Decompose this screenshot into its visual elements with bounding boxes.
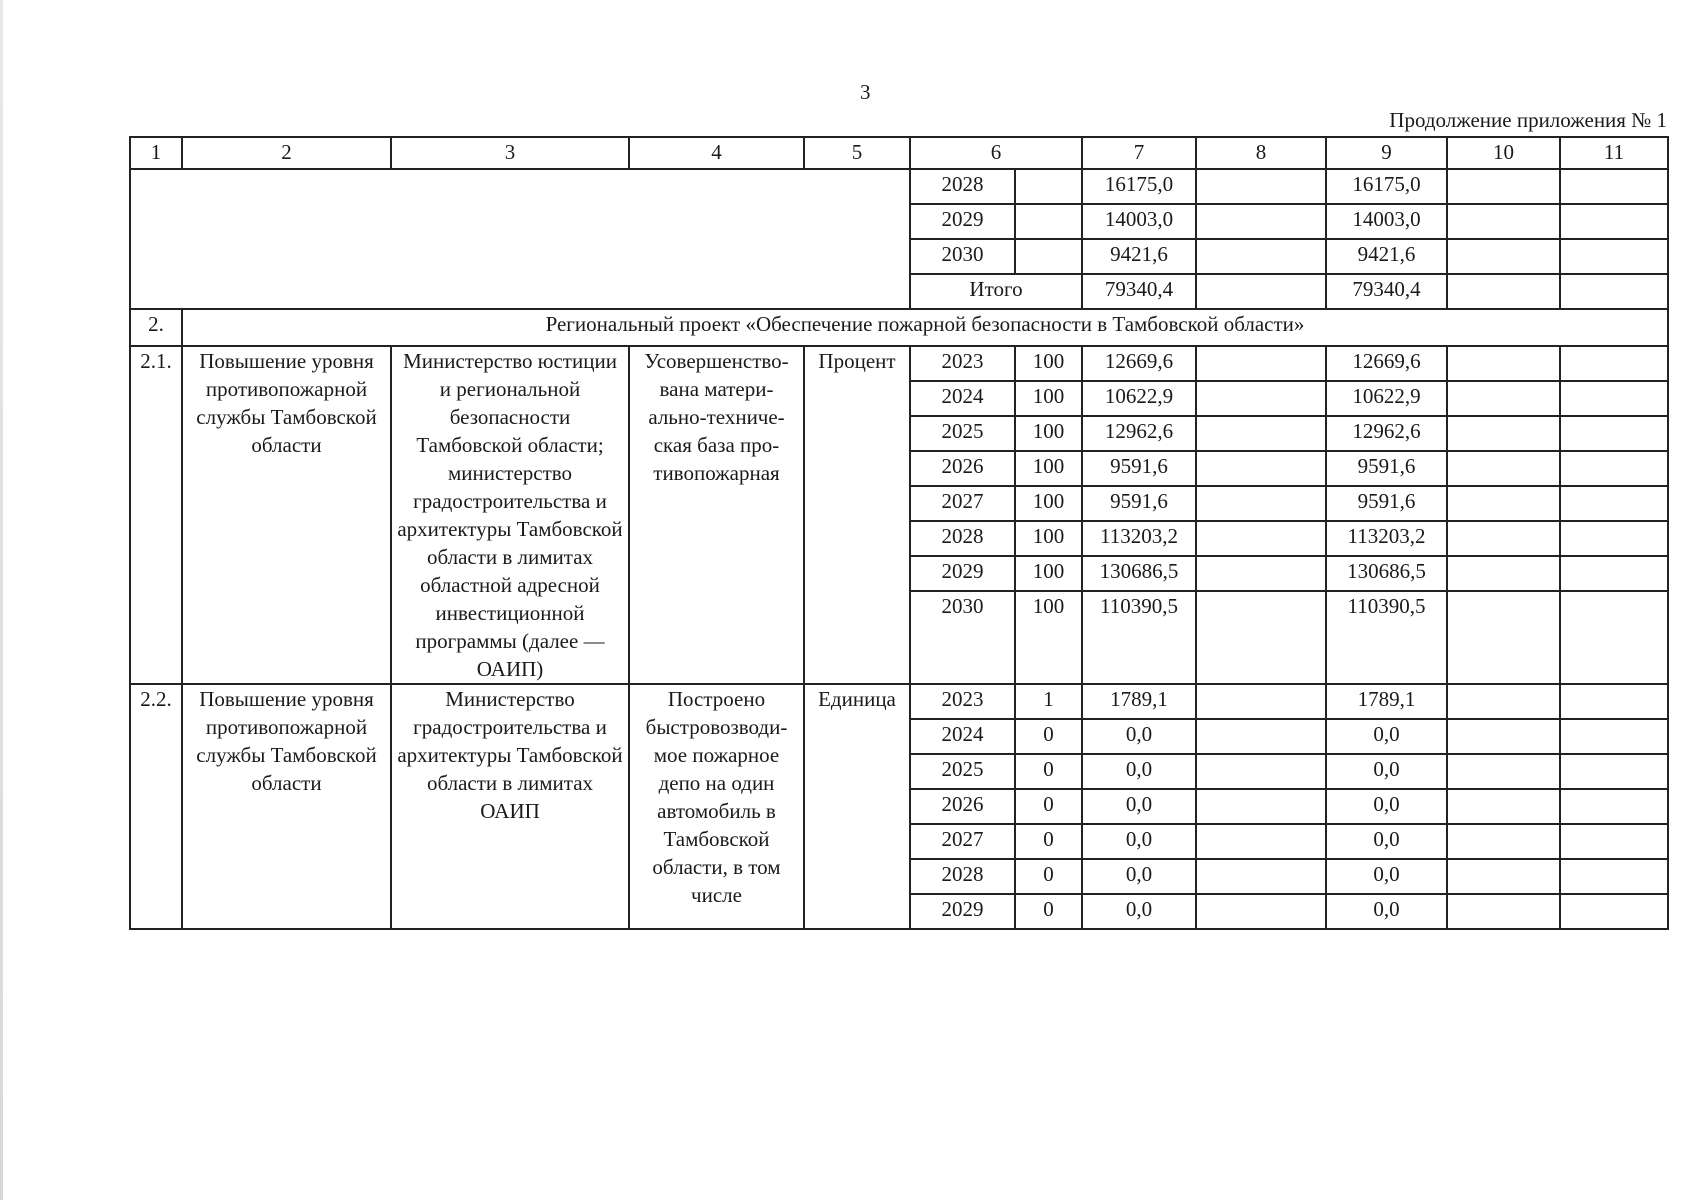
empty-cell — [1447, 521, 1560, 556]
empty-cell — [1447, 824, 1560, 859]
empty-cell — [1560, 556, 1668, 591]
continuation-label: Продолжение приложения № 1 — [1389, 108, 1667, 132]
empty-cell — [1015, 204, 1082, 239]
item-name: Повышение уровня противопожарной службы Тамбовской области — [182, 684, 391, 929]
empty-cell — [1196, 416, 1326, 451]
empty-cell — [1196, 204, 1326, 239]
year-cell: 2026 — [910, 451, 1015, 486]
empty-cell — [1447, 346, 1560, 381]
year-cell: 2028 — [910, 169, 1015, 204]
value-col7: 0,0 — [1082, 859, 1196, 894]
header-cell: 11 — [1560, 137, 1668, 169]
year-cell: 2023 — [910, 684, 1015, 719]
indicator-value: 100 — [1015, 521, 1082, 556]
value-col7: 0,0 — [1082, 789, 1196, 824]
header-cell: 6 — [910, 137, 1082, 169]
empty-cell — [1447, 859, 1560, 894]
scan-edge — [0, 0, 3, 1200]
empty-cell — [1447, 239, 1560, 274]
total-label: Итого — [910, 274, 1082, 309]
empty-cell — [1196, 451, 1326, 486]
year-cell: 2028 — [910, 859, 1015, 894]
value-col7: 12669,6 — [1082, 346, 1196, 381]
empty-cell — [1447, 591, 1560, 684]
empty-cell — [1560, 684, 1668, 719]
item-executor: Министерство юстиции и региональной безопасности Тамбовской области; министерство градостроительства и архитектуры Тамбовской области в лимитах областной адресной инвестиционной программы (далее — ОАИП) — [391, 346, 629, 684]
appendix-table — [129, 136, 1669, 930]
empty-cell — [1196, 684, 1326, 719]
indicator-value: 100 — [1015, 556, 1082, 591]
empty-cell — [1560, 416, 1668, 451]
project-number: 2. — [130, 309, 182, 346]
empty-cell — [1447, 789, 1560, 824]
empty-cell — [1196, 789, 1326, 824]
value-col7: 0,0 — [1082, 824, 1196, 859]
value-col9: 0,0 — [1326, 824, 1447, 859]
empty-cell — [1196, 894, 1326, 929]
indicator-value: 0 — [1015, 859, 1082, 894]
value-col7: 16175,0 — [1082, 169, 1196, 204]
value-col7: 0,0 — [1082, 894, 1196, 929]
empty-cell — [1196, 754, 1326, 789]
header-cell: 7 — [1082, 137, 1196, 169]
header-cell: 9 — [1326, 137, 1447, 169]
year-cell: 2029 — [910, 204, 1015, 239]
year-cell: 2023 — [910, 346, 1015, 381]
empty-cell — [1560, 719, 1668, 754]
year-cell: 2027 — [910, 486, 1015, 521]
empty-cell — [1196, 556, 1326, 591]
empty-cell — [1560, 274, 1668, 309]
empty-cell — [1447, 381, 1560, 416]
indicator-value: 100 — [1015, 486, 1082, 521]
empty-cell — [1447, 684, 1560, 719]
empty-cell — [1560, 169, 1668, 204]
value-col9: 0,0 — [1326, 754, 1447, 789]
empty-cell — [1560, 451, 1668, 486]
empty-cell — [1447, 274, 1560, 309]
empty-cell — [1560, 239, 1668, 274]
empty-cell — [1447, 754, 1560, 789]
value-col7: 110390,5 — [1082, 591, 1196, 684]
value-col7: 130686,5 — [1082, 556, 1196, 591]
header-cell: 10 — [1447, 137, 1560, 169]
empty-cell — [1560, 754, 1668, 789]
year-cell: 2027 — [910, 824, 1015, 859]
empty-cell — [1447, 204, 1560, 239]
empty-cell — [1196, 346, 1326, 381]
empty-cell — [1560, 591, 1668, 684]
year-cell: 2024 — [910, 381, 1015, 416]
item-result: Усовершенство-вана матери-ально-техниче-ская база про-тивопожарная — [629, 346, 804, 684]
value-col7: 1789,1 — [1082, 684, 1196, 719]
header-cell: 2 — [182, 137, 391, 169]
year-cell: 2029 — [910, 556, 1015, 591]
empty-cell — [1560, 381, 1668, 416]
item-number: 2.1. — [130, 346, 182, 684]
item-unit: Процент — [804, 346, 910, 684]
value-col7: 10622,9 — [1082, 381, 1196, 416]
project-title: Региональный проект «Обеспечение пожарной безопасности в Тамбовской области» — [182, 309, 1668, 346]
year-cell: 2026 — [910, 789, 1015, 824]
value-col9: 12669,6 — [1326, 346, 1447, 381]
value-col9: 0,0 — [1326, 789, 1447, 824]
indicator-value: 0 — [1015, 824, 1082, 859]
item-executor: Министерство градостроительства и архитектуры Тамбовской области в лимитах ОАИП — [391, 684, 629, 929]
value-col7: 113203,2 — [1082, 521, 1196, 556]
year-cell: 2024 — [910, 719, 1015, 754]
value-col7: 9591,6 — [1082, 451, 1196, 486]
value-col9: 113203,2 — [1326, 521, 1447, 556]
empty-cell — [1196, 239, 1326, 274]
empty-cell — [1196, 824, 1326, 859]
value-col7: 12962,6 — [1082, 416, 1196, 451]
empty-cell — [1447, 416, 1560, 451]
total-col9: 79340,4 — [1326, 274, 1447, 309]
merged-empty-cell — [130, 169, 910, 309]
empty-cell — [1447, 894, 1560, 929]
empty-cell — [1196, 719, 1326, 754]
indicator-value: 100 — [1015, 416, 1082, 451]
value-col7: 9591,6 — [1082, 486, 1196, 521]
empty-cell — [1447, 451, 1560, 486]
item-unit: Единица — [804, 684, 910, 929]
empty-cell — [1196, 521, 1326, 556]
value-col9: 10622,9 — [1326, 381, 1447, 416]
empty-cell — [1196, 859, 1326, 894]
value-col9: 130686,5 — [1326, 556, 1447, 591]
year-cell: 2030 — [910, 591, 1015, 684]
empty-cell — [1560, 859, 1668, 894]
empty-cell — [1447, 556, 1560, 591]
indicator-value: 0 — [1015, 719, 1082, 754]
header-cell: 1 — [130, 137, 182, 169]
value-col9: 9591,6 — [1326, 486, 1447, 521]
indicator-value: 100 — [1015, 381, 1082, 416]
empty-cell — [1560, 204, 1668, 239]
indicator-value: 1 — [1015, 684, 1082, 719]
header-cell: 3 — [391, 137, 629, 169]
value-col9: 0,0 — [1326, 719, 1447, 754]
year-cell: 2029 — [910, 894, 1015, 929]
year-cell: 2025 — [910, 754, 1015, 789]
empty-cell — [1560, 346, 1668, 381]
empty-cell — [1015, 239, 1082, 274]
indicator-value: 0 — [1015, 894, 1082, 929]
empty-cell — [1560, 486, 1668, 521]
item-result: Построено быстровозводи-мое пожарное депо на один автомобиль в Тамбовской области, в том числе — [629, 684, 804, 929]
empty-cell — [1560, 521, 1668, 556]
indicator-value: 100 — [1015, 591, 1082, 684]
year-cell: 2028 — [910, 521, 1015, 556]
empty-cell — [1196, 169, 1326, 204]
project-row — [130, 309, 1668, 346]
value-col9: 0,0 — [1326, 894, 1447, 929]
empty-cell — [1196, 381, 1326, 416]
empty-cell — [1196, 486, 1326, 521]
empty-cell — [1447, 486, 1560, 521]
empty-cell — [1560, 894, 1668, 929]
value-col7: 0,0 — [1082, 719, 1196, 754]
year-cell: 2030 — [910, 239, 1015, 274]
item-name: Повышение уровня противопожарной службы Тамбовской области — [182, 346, 391, 684]
table-row — [130, 346, 1668, 381]
table-row — [130, 169, 1668, 204]
header-cell: 8 — [1196, 137, 1326, 169]
value-col7: 14003,0 — [1082, 204, 1196, 239]
value-col9: 9591,6 — [1326, 451, 1447, 486]
value-col9: 14003,0 — [1326, 204, 1447, 239]
empty-cell — [1560, 824, 1668, 859]
indicator-value: 0 — [1015, 754, 1082, 789]
empty-cell — [1196, 591, 1326, 684]
value-col7: 0,0 — [1082, 754, 1196, 789]
header-row — [130, 137, 1668, 169]
indicator-value: 100 — [1015, 451, 1082, 486]
value-col9: 9421,6 — [1326, 239, 1447, 274]
empty-cell — [1015, 169, 1082, 204]
value-col9: 1789,1 — [1326, 684, 1447, 719]
header-cell: 5 — [804, 137, 910, 169]
total-col7: 79340,4 — [1082, 274, 1196, 309]
value-col7: 9421,6 — [1082, 239, 1196, 274]
value-col9: 110390,5 — [1326, 591, 1447, 684]
empty-cell — [1447, 169, 1560, 204]
header-cell: 4 — [629, 137, 804, 169]
indicator-value: 0 — [1015, 789, 1082, 824]
year-cell: 2025 — [910, 416, 1015, 451]
table-row — [130, 684, 1668, 719]
indicator-value: 100 — [1015, 346, 1082, 381]
page-number: 3 — [860, 80, 871, 104]
empty-cell — [1560, 789, 1668, 824]
empty-cell — [1196, 274, 1326, 309]
value-col9: 16175,0 — [1326, 169, 1447, 204]
value-col9: 0,0 — [1326, 859, 1447, 894]
empty-cell — [1447, 719, 1560, 754]
item-number: 2.2. — [130, 684, 182, 929]
value-col9: 12962,6 — [1326, 416, 1447, 451]
